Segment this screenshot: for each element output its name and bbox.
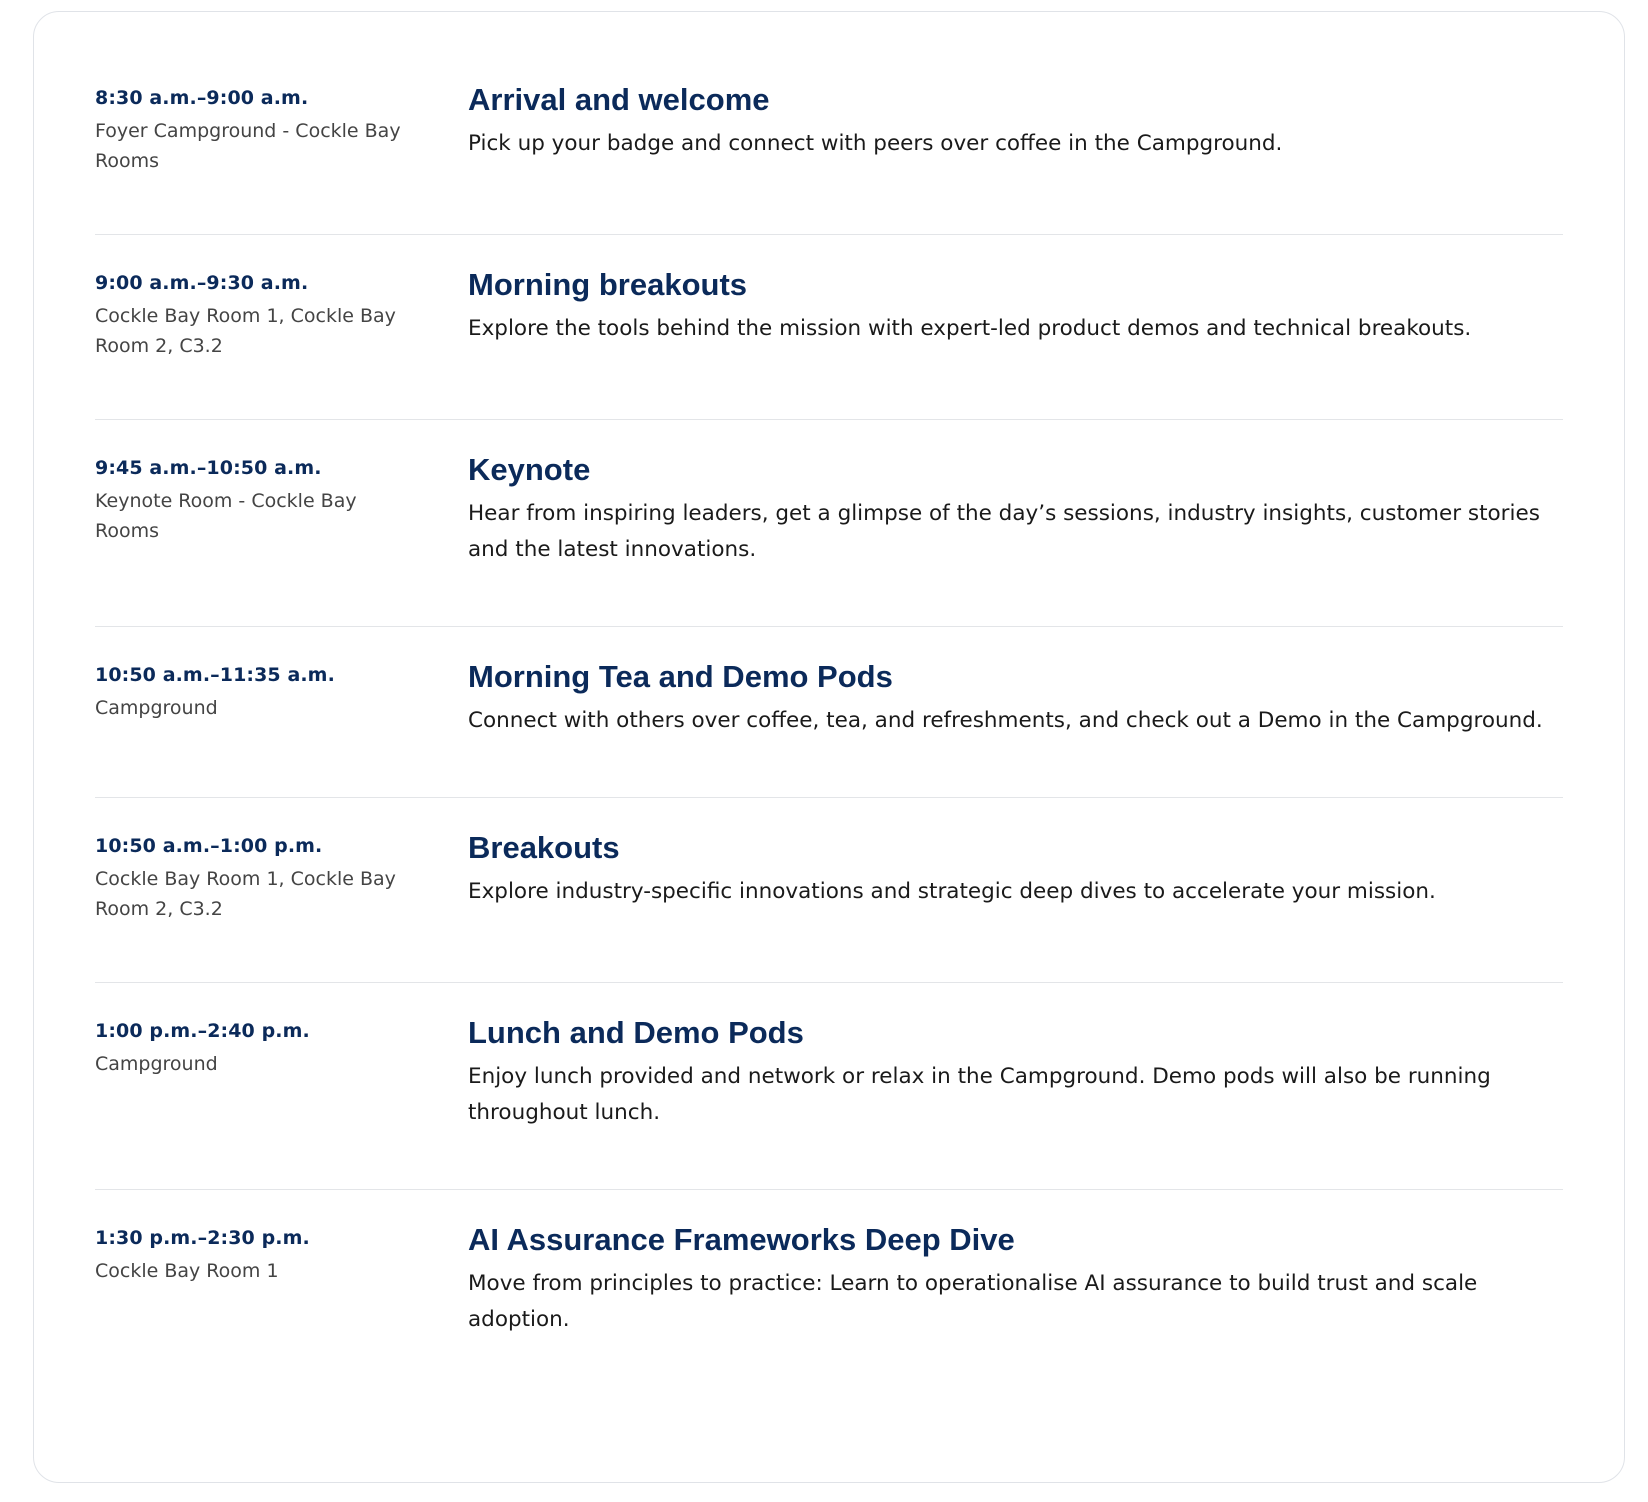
session-title: Arrival and welcome [468, 82, 770, 117]
agenda-item-meta [95, 659, 468, 723]
agenda-item [95, 627, 1563, 798]
agenda-item-meta [95, 267, 468, 361]
session-title: AI Assurance Frameworks Deep Dive [468, 1222, 1015, 1257]
session-time: 10:50 a.m.–1:00 p.m. [95, 835, 323, 857]
agenda-item-content [468, 1222, 1563, 1338]
session-time: 8:30 a.m.–9:00 a.m. [95, 87, 309, 109]
session-location: Keynote Room - Cockle Bay Rooms [95, 490, 357, 542]
session-description: Explore industry-specific innovations and strategic deep dives to accelerate your mission. [468, 879, 1436, 904]
agenda-item [95, 1190, 1563, 1376]
session-description: Explore the tools behind the mission with expert-led product demos and technical breakouts. [468, 316, 1472, 341]
agenda-item-meta [95, 452, 468, 546]
session-location: Cockle Bay Room 1, Cockle Bay Room 2, C3.2 [95, 305, 396, 357]
session-title: Morning breakouts [468, 267, 748, 302]
session-location: Campground [95, 1053, 218, 1075]
session-location: Cockle Bay Room 1, Cockle Bay Room 2, C3.2 [95, 868, 396, 920]
agenda-item [95, 420, 1563, 627]
agenda-item-content [468, 267, 1563, 347]
agenda-item-content [468, 659, 1563, 739]
session-description: Connect with others over coffee, tea, and refreshments, and check out a Demo in the Campground. [468, 708, 1543, 733]
agenda-item-meta [95, 830, 468, 924]
session-title: Morning Tea and Demo Pods [468, 659, 893, 694]
session-title: Keynote [468, 452, 591, 487]
session-time: 9:45 a.m.–10:50 a.m. [95, 457, 322, 479]
agenda-list [95, 53, 1563, 1376]
agenda-item-content [468, 452, 1563, 568]
session-title: Lunch and Demo Pods [468, 1015, 804, 1050]
agenda-item-content [468, 830, 1563, 910]
agenda-item-content [468, 1015, 1563, 1131]
agenda-item-meta [95, 82, 468, 176]
agenda-item [95, 235, 1563, 420]
agenda-card [33, 11, 1625, 1483]
session-location: Campground [95, 697, 218, 719]
session-description: Enjoy lunch provided and network or relax in the Campground. Demo pods will also be running throughout lunch. [468, 1064, 1491, 1125]
session-location: Cockle Bay Room 1 [95, 1260, 279, 1282]
session-title: Breakouts [468, 830, 620, 865]
session-time: 9:00 a.m.–9:30 a.m. [95, 272, 309, 294]
session-time: 1:00 p.m.–2:40 p.m. [95, 1020, 310, 1042]
session-location: Foyer Campground - Cockle Bay Rooms [95, 120, 401, 172]
agenda-item [95, 983, 1563, 1190]
agenda-item-meta [95, 1222, 468, 1286]
agenda-item-content [468, 82, 1563, 162]
session-description: Pick up your badge and connect with peers over coffee in the Campground. [468, 131, 1283, 156]
session-time: 10:50 a.m.–11:35 a.m. [95, 664, 335, 686]
agenda-item-meta [95, 1015, 468, 1079]
agenda-item [95, 798, 1563, 983]
session-time: 1:30 p.m.–2:30 p.m. [95, 1227, 310, 1249]
session-description: Hear from inspiring leaders, get a glimpse of the day’s sessions, industry insights, customer stories and the latest innovations. [468, 501, 1540, 562]
session-description: Move from principles to practice: Learn to operationalise AI assurance to build trust and scale adoption. [468, 1271, 1478, 1332]
agenda-item [95, 53, 1563, 235]
